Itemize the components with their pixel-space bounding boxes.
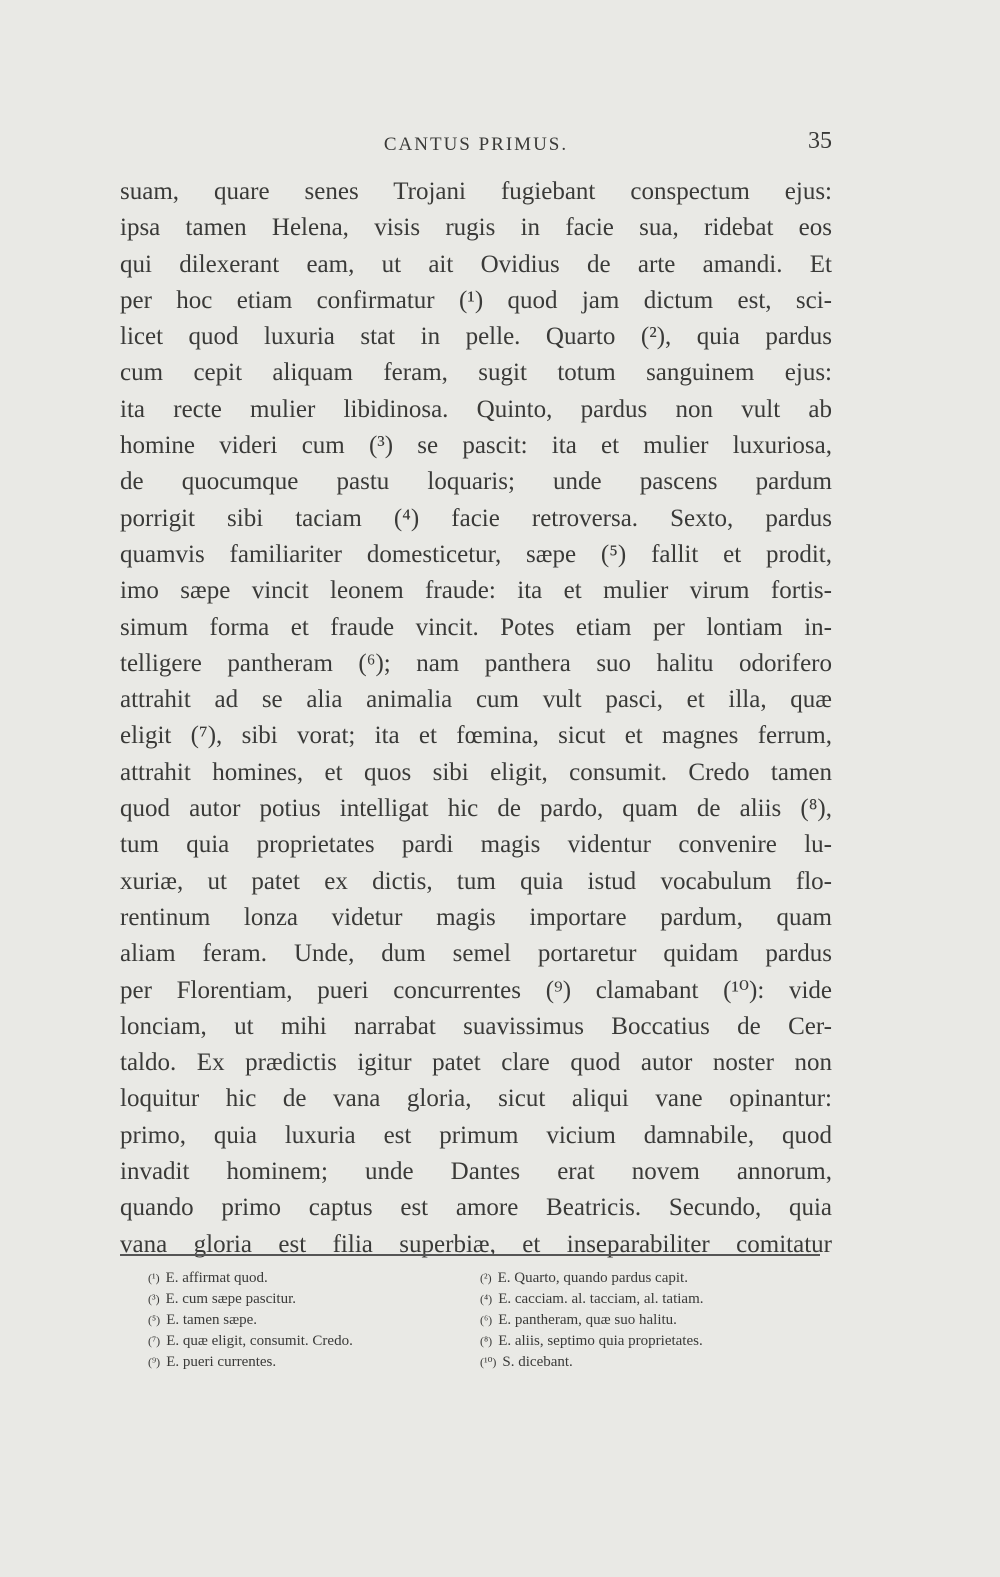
footnote-text: E. aliis, septimo quia proprietates.: [498, 1333, 703, 1349]
footnote: [148, 1352, 468, 1373]
footnote-text: E. quæ eligit, consumit. Credo.: [166, 1333, 353, 1349]
text-line: de quocumque pastu loquaris; unde pascens pardum: [120, 468, 832, 496]
footnote-mark: (¹): [148, 1271, 160, 1285]
footnote-mark: (⁷): [148, 1334, 161, 1348]
footnote-text: E. cacciam. al. tacciam, al. tatiam.: [498, 1291, 704, 1307]
text-line: eligit (⁷), sibi vorat; ita et fœmina, sicut et magnes ferrum,: [120, 722, 832, 750]
footnote-text: E. pantheram, quæ suo halitu.: [498, 1312, 677, 1328]
text-line: ita recte mulier libidinosa. Quinto, pardus non vult ab: [120, 395, 832, 423]
text-line: telligere pantheram (⁶); nam panthera suo halitu odorifero: [120, 649, 832, 677]
text-line: per Florentiam, pueri concurrentes (⁹) clamabant (¹⁰): vide: [120, 976, 832, 1004]
text-line: invadit hominem; unde Dantes erat novem annorum,: [120, 1158, 832, 1186]
text-line: cum cepit aliquam feram, sugit totum sanguinem ejus:: [120, 359, 832, 387]
footnote-text: E. cum sæpe pascitur.: [165, 1291, 296, 1307]
footnote-divider: [120, 1254, 820, 1256]
text-line: primo, quia luxuria est primum vicium damnabile, quod: [120, 1121, 832, 1149]
running-title: CANTUS PRIMUS.: [383, 134, 569, 155]
footnote-text: E. tamen sæpe.: [166, 1312, 258, 1328]
footnote-mark: (⁹): [148, 1355, 161, 1369]
text-line: simum forma et fraude vincit. Potes etiam per lontiam in-: [120, 613, 832, 641]
footnote-mark: (⁴): [480, 1292, 493, 1306]
text-line: homine videri cum (³) se pascit: ita et mulier luxuriosa,: [120, 432, 832, 460]
footnote: [148, 1331, 468, 1352]
text-line: aliam feram. Unde, dum semel portaretur quidam pardus: [120, 940, 832, 968]
text-line: quando primo captus est amore Beatricis. Secundo, quia: [120, 1194, 832, 1222]
text-line: porrigit sibi taciam (⁴) facie retroversa. Sexto, pardus: [120, 504, 832, 532]
footnote-text: E. pueri currentes.: [166, 1354, 277, 1370]
text-line: attrahit homines, et quos sibi eligit, consumit. Credo tamen: [120, 758, 832, 786]
text-line: rentinum lonza videtur magis importare pardum, quam: [120, 903, 832, 931]
footnotes-right-column: [480, 1268, 820, 1373]
text-line: attrahit ad se alia animalia cum vult pasci, et illa, quæ: [120, 686, 832, 714]
footnote-mark: (²): [480, 1271, 492, 1285]
text-line: taldo. Ex prædictis igitur patet clare quod autor noster non: [120, 1049, 832, 1077]
text-line: lonciam, ut mihi narrabat suavissimus Boccatius de Cer-: [120, 1012, 832, 1040]
text-line: suam, quare senes Trojani fugiebant conspectum ejus:: [120, 178, 832, 205]
footnote-mark: (⁵): [148, 1313, 161, 1327]
footnote-mark: (⁸): [480, 1334, 493, 1348]
text-line: licet quod luxuria stat in pelle. Quarto (²), quia pardus: [120, 323, 832, 351]
footnote-text: E. Quarto, quando pardus capit.: [497, 1270, 688, 1286]
text-line: ipsa tamen Helena, visis rugis in facie sua, ridebat eos: [120, 214, 832, 242]
text-line: per hoc etiam confirmatur (¹) quod jam dictum est, sci-: [120, 286, 832, 314]
footnote: [148, 1268, 468, 1289]
footnote: [480, 1310, 820, 1331]
footnote-mark: (¹⁰): [480, 1355, 497, 1369]
footnote: [148, 1289, 468, 1310]
footnotes-left-column: [148, 1268, 468, 1373]
text-line: tum quia proprietates pardi magis videntur convenire lu-: [120, 831, 832, 859]
page-number: 35: [808, 128, 832, 154]
text-line: quod autor potius intelligat hic de pardo, quam de aliis (⁸),: [120, 795, 832, 823]
text-line: quamvis familiariter domesticetur, sæpe (⁵) fallit et prodit,: [120, 540, 832, 568]
main-text: [120, 174, 832, 1263]
text-line: loquitur hic de vana gloria, sicut aliqui vane opinantur:: [120, 1085, 832, 1113]
text-line: vana gloria est filia superbiæ, et inseparabiliter comitatur: [120, 1230, 832, 1258]
footnote-mark: (⁶): [480, 1313, 493, 1327]
footnote-text: S. dicebant.: [502, 1354, 573, 1370]
footnote: [148, 1310, 468, 1331]
footnote: [480, 1352, 820, 1373]
text-line: imo sæpe vincit leonem fraude: ita et mulier virum fortis-: [120, 577, 832, 605]
footnote: [480, 1289, 820, 1310]
text-line: xuriæ, ut patet ex dictis, tum quia istud vocabulum flo-: [120, 867, 832, 895]
footnote: [480, 1268, 820, 1289]
footnote-text: E. affirmat quod.: [165, 1270, 268, 1286]
footnote: [480, 1331, 820, 1352]
running-header: [120, 128, 832, 158]
footnote-mark: (³): [148, 1292, 160, 1306]
text-line: qui dilexerant eam, ut ait Ovidius de arte amandi. Et: [120, 250, 832, 278]
